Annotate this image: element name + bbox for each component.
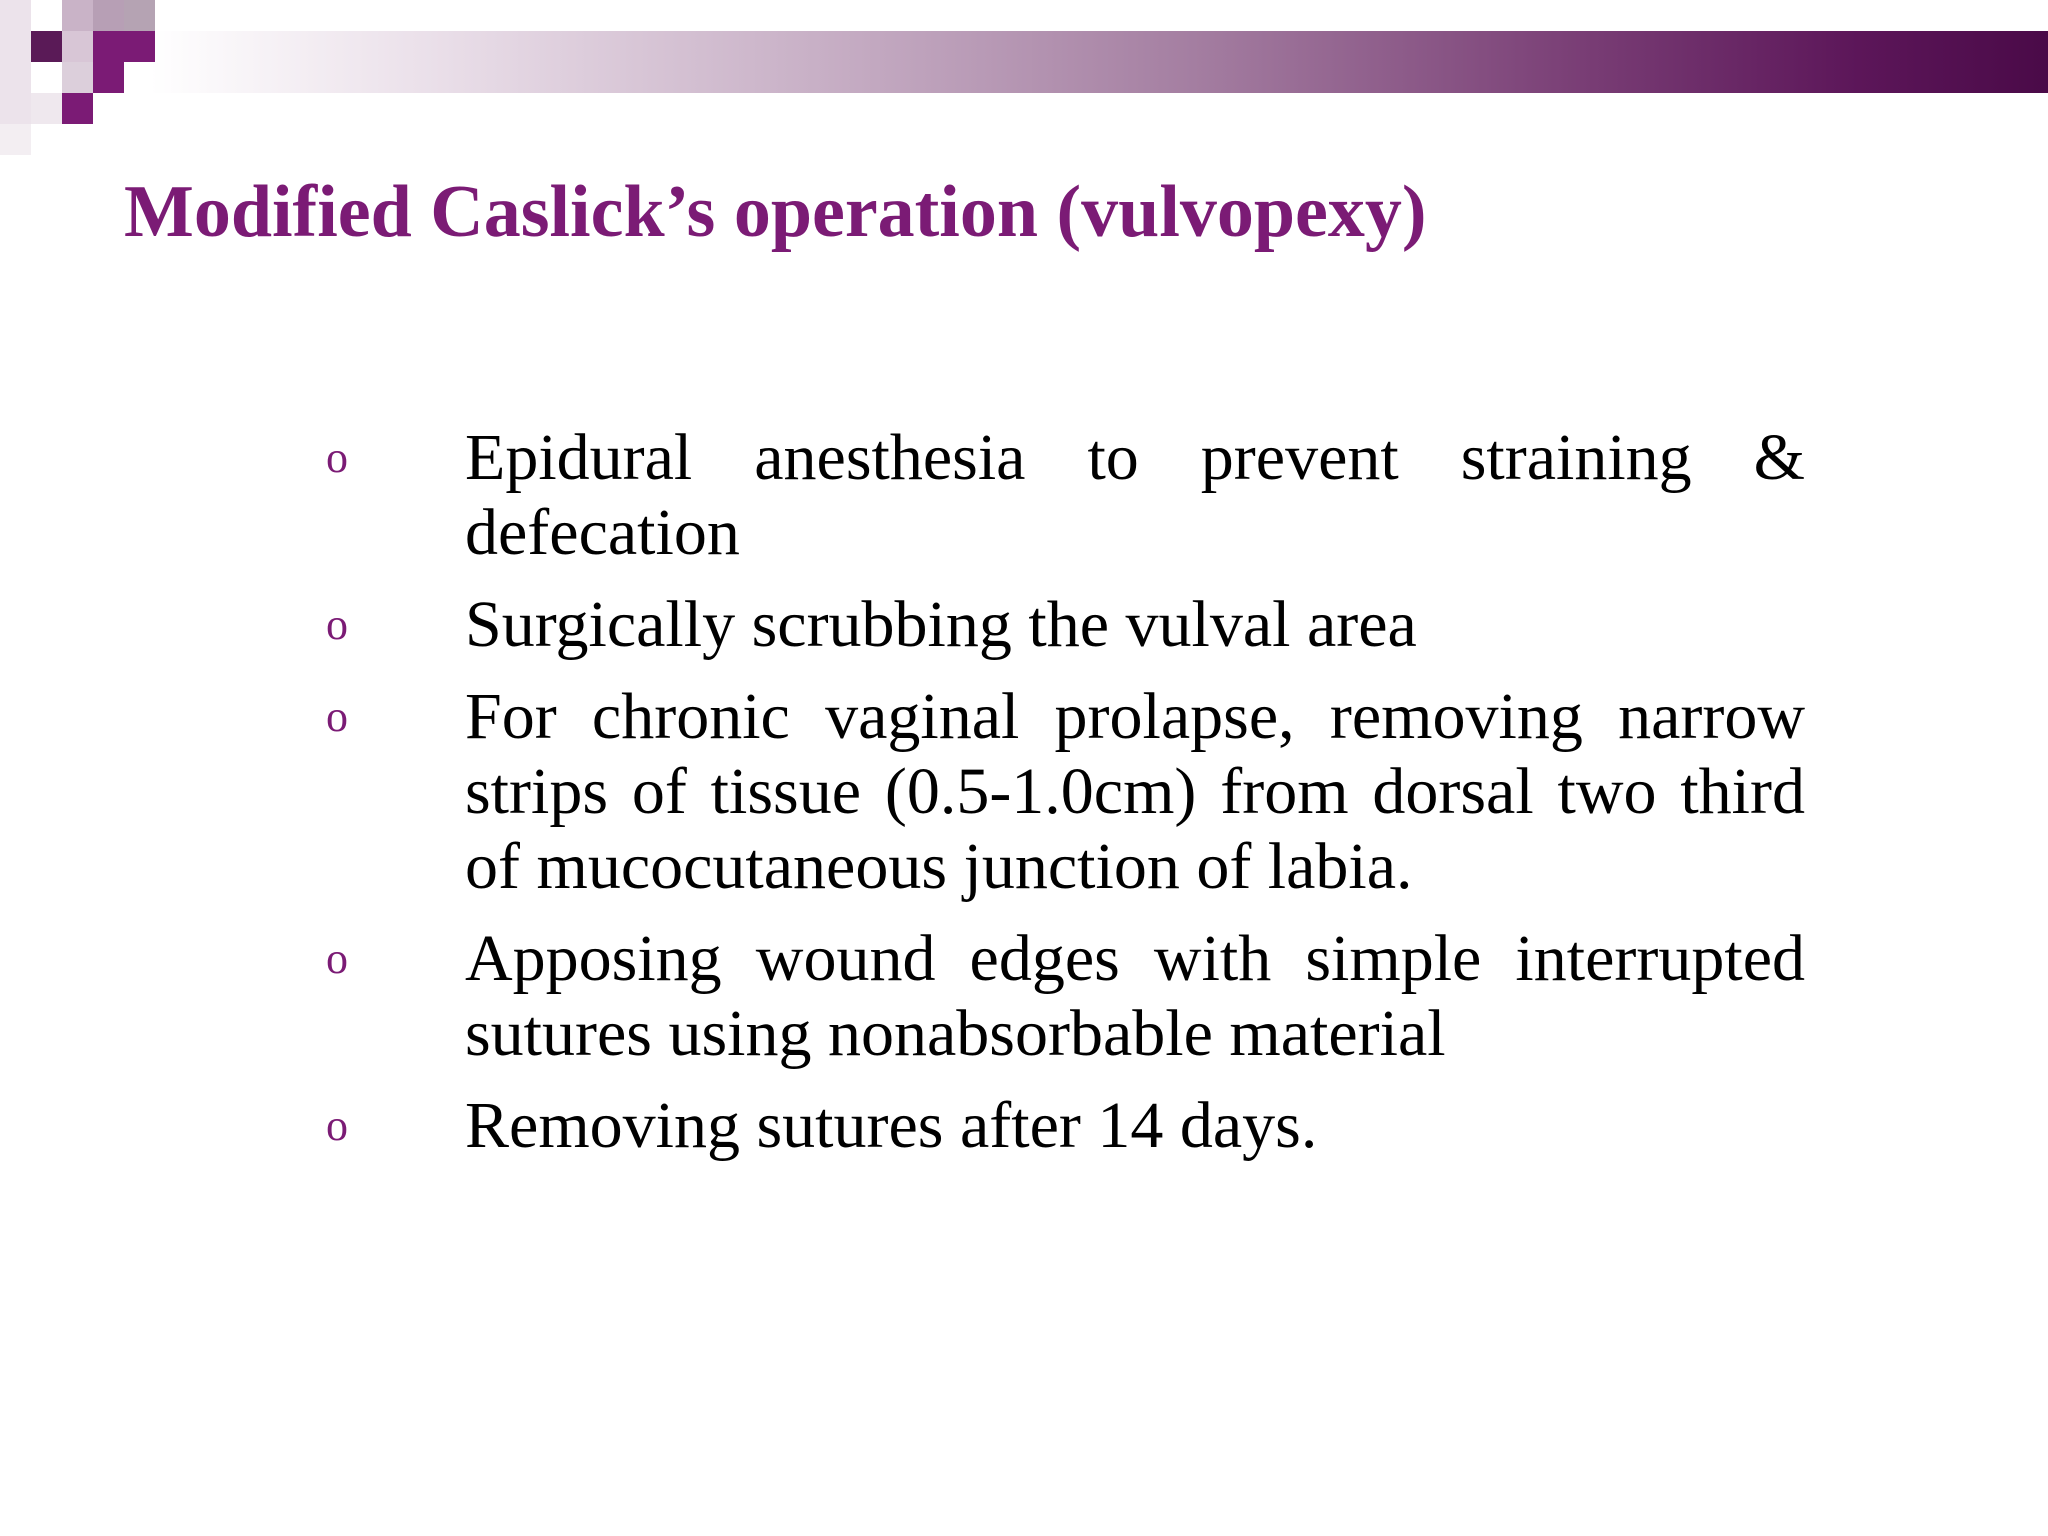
decor-square [31,93,62,124]
bullet-marker-icon: o [326,600,348,649]
decor-square [31,31,62,62]
decor-square [62,31,93,62]
bullet-item [320,1088,1805,1163]
bullet-list [320,420,1805,1180]
bullet-text: Apposing wound edges with simple interrupted sutures using nonabsorbable material [465,922,1805,1070]
decor-square [62,62,93,93]
decor-square [93,0,124,31]
bullet-item [320,587,1805,662]
decor-square [0,0,31,124]
bullet-item [320,921,1805,1071]
decor-square [124,0,155,31]
decor-square [93,31,124,62]
decor-square [124,31,155,62]
bullet-item [320,420,1805,570]
bullet-marker-icon: o [326,692,348,741]
bullet-text: Epidural anesthesia to prevent straining & defecation [465,421,1805,569]
decor-square [62,93,93,124]
bullet-item [320,679,1805,904]
bullet-marker-icon: o [326,433,348,482]
bullet-text: Removing sutures after 14 days. [465,1089,1318,1162]
bullet-marker-icon: o [326,934,348,983]
decor-square [62,0,93,31]
bullet-text: For chronic vaginal prolapse, removing narrow strips of tissue (0.5-1.0cm) from dorsal two third of mucocutaneous junction of labia. [465,680,1805,903]
decor-square [93,62,124,93]
bullet-text: Surgically scrubbing the vulval area [465,588,1417,661]
slide-title: Modified Caslick’s operation (vulvopexy) [124,171,1427,253]
header-gradient-bar [150,31,2048,93]
bullet-marker-icon: o [326,1101,348,1150]
decor-square [0,124,31,155]
